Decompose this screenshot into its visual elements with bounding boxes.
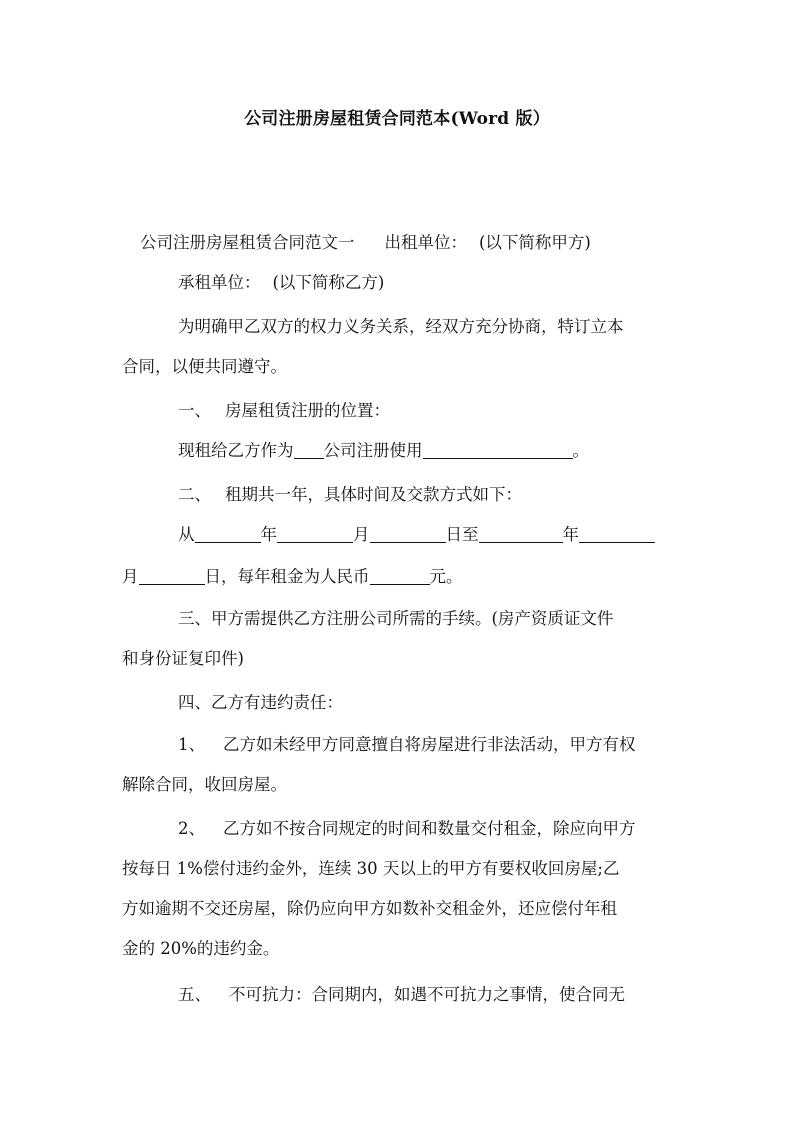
section-3-line2: 和身份证复印件)	[122, 649, 244, 668]
lessee-label: 承租单位：	[178, 273, 261, 292]
paragraph-term-line2: 月 日，每年租金为人民币 元。	[122, 567, 463, 586]
blank-field	[370, 568, 430, 585]
document-title: 公司注册房屋租赁合同范本(Word 版）	[244, 109, 550, 129]
section-2-heading: 二、 租期共一年，具体时间及交款方式如下：	[178, 485, 522, 504]
item-2-line1: 2、 乙方如不按合同规定的时间和数量交付租金，除应向甲方	[178, 819, 636, 838]
paragraph-term-line1: 从 年 月 日至 年	[178, 524, 682, 546]
blank-field	[277, 526, 353, 543]
section-3-line1: 三、甲方需提供乙方注册公司所需的手续。(房产资质证文件	[178, 609, 614, 628]
blank-field	[294, 442, 324, 459]
item-2-line3: 方如逾期不交还房屋，除仍应向甲方如数补交租金外，还应偿付年租	[122, 899, 617, 918]
contract-subtitle: 公司注册房屋租赁合同范文一	[140, 233, 355, 252]
section-1-heading: 一、 房屋租赁注册的位置：	[178, 401, 390, 420]
blank-field	[370, 526, 446, 543]
paragraph-usage: 现租给乙方作为 公司注册使用 。	[178, 441, 589, 460]
section-5-line1: 五、 不可抗力：合同期内，如遇不可抗力之事情，使合同无	[178, 985, 625, 1004]
blank-field	[195, 526, 261, 543]
blank-field	[579, 526, 655, 543]
lessor-alias: (以下简称甲方)	[479, 233, 591, 252]
section-4-heading: 四、乙方有违约责任：	[178, 693, 343, 712]
item-2-line4: 金的 20%的违约金。	[122, 939, 280, 958]
item-1-line2: 解除合同，收回房屋。	[122, 775, 287, 794]
lessor-label: 出租单位：	[384, 233, 467, 252]
blank-field	[423, 442, 573, 459]
paragraph-parties-lessor	[140, 232, 700, 254]
blank-field	[139, 568, 205, 585]
paragraph-lessee	[178, 272, 682, 294]
item-1-line1: 1、 乙方如未经甲方同意擅自将房屋进行非法活动，甲方有权	[178, 735, 636, 754]
paragraph-purpose-line2: 合同，以便共同遵守。	[122, 357, 287, 376]
lessee-alias: (以下简称乙方)	[272, 273, 385, 292]
paragraph-purpose-line1: 为明确甲乙双方的权力义务关系，经双方充分协商，特订立本	[178, 317, 624, 336]
item-2-line2: 按每日 1%偿付违约金外，连续 30 天以上的甲方有要权收回房屋;乙	[122, 859, 620, 878]
blank-field	[479, 526, 563, 543]
